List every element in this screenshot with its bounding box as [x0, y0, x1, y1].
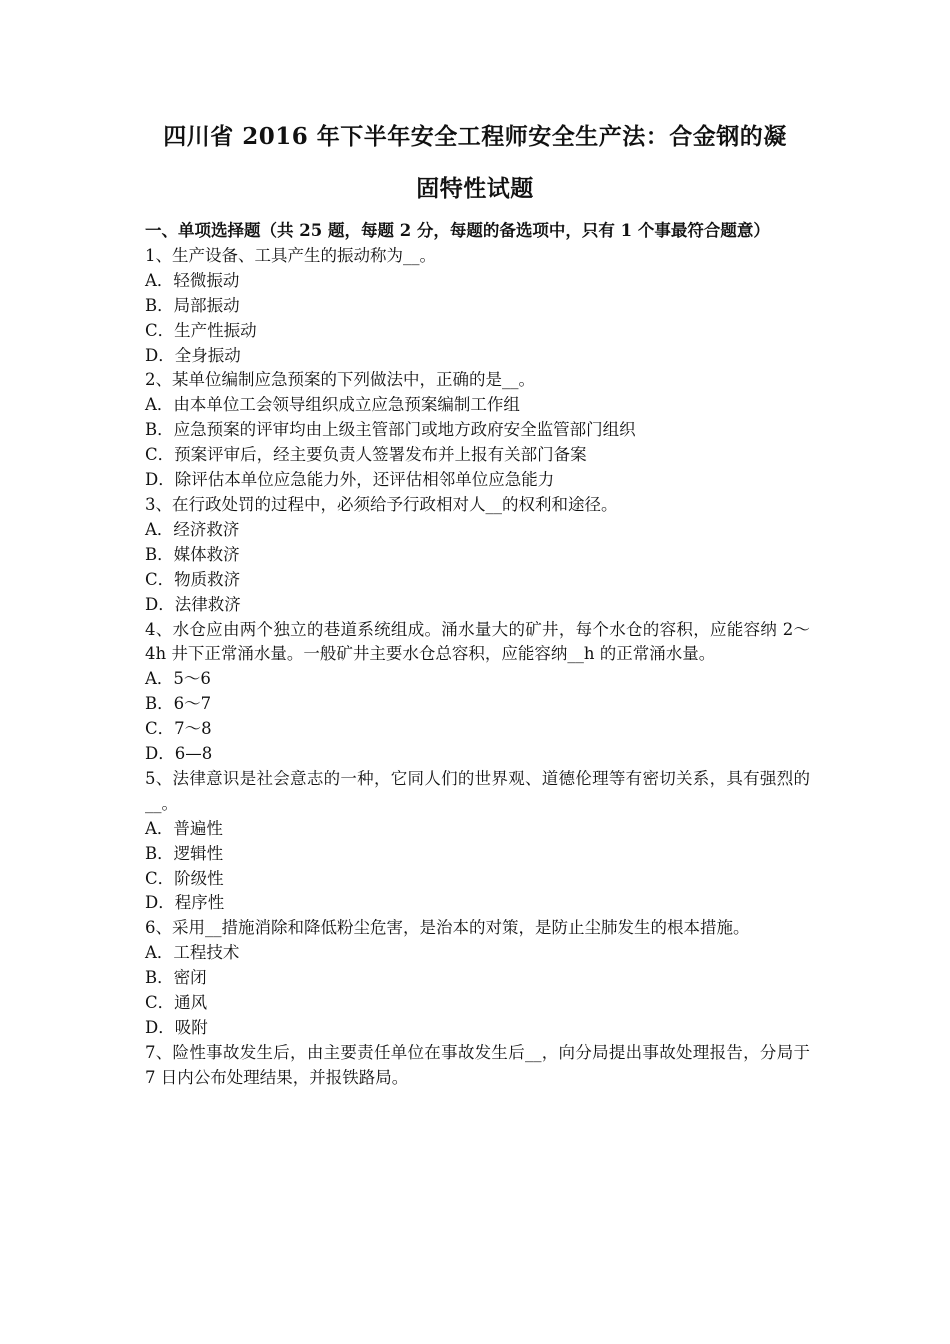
option-a: A．工程技术	[145, 943, 240, 963]
option-d: D．6—8	[145, 744, 213, 764]
option-c: C．预案评审后，经主要负责人签署发布并上报有关部门备案	[145, 445, 587, 465]
option-d: D．全身振动	[145, 345, 241, 365]
question-stem: 4、水仓应由两个独立的巷道系统组成。涌水量大的矿井，每个水仓的容积，应能容纳 2～4h 井下正常涌水量。一般矿井主要水仓总容积，应能容纳__h 的正常涌水量。	[145, 619, 810, 664]
question-1	[145, 244, 810, 369]
option-b: B．局部振动	[145, 295, 240, 315]
option-c: C．7～8	[145, 719, 212, 739]
option-b: B．密闭	[145, 968, 207, 988]
question-stem: 5、法律意识是社会意志的一种，它同人们的世界观、道德伦理等有密切关系，具有强烈的__。	[145, 768, 810, 813]
option-a: A．由本单位工会领导组织成立应急预案编制工作组	[145, 395, 520, 415]
option-a: A．5～6	[145, 669, 211, 689]
question-7	[145, 1041, 810, 1091]
question-stem: 3、在行政处罚的过程中，必须给予行政相对人__的权利和途径。	[145, 494, 618, 514]
option-c: C．物质救济	[145, 569, 241, 589]
option-a: A．普遍性	[145, 818, 223, 838]
option-d: D．吸附	[145, 1018, 208, 1037]
option-a: A．轻微振动	[145, 270, 240, 290]
option-b: B．媒体救济	[145, 544, 240, 564]
section-heading: 一、单项选择题（共 25 题，每题 2 分，每题的备选项中，只有 1 个事最符合题意）	[145, 221, 770, 240]
question-stem: 6、采用__措施消除和降低粉尘危害，是治本的对策，是防止尘肺发生的根本措施。	[145, 918, 750, 938]
option-b: B．逻辑性	[145, 843, 224, 863]
question-4	[145, 618, 810, 767]
option-a: A．经济救济	[145, 519, 240, 539]
document-title-line-2: 固特性试题	[416, 175, 534, 202]
option-d: D．除评估本单位应急能力外，还评估相邻单位应急能力	[145, 470, 555, 490]
option-c: C．通风	[145, 993, 208, 1013]
question-5	[145, 767, 810, 916]
document-title-line-1: 四川省 2016 年下半年安全工程师安全生产法：合金钢的凝	[163, 123, 787, 150]
option-b: B．6～7	[145, 694, 212, 714]
question-stem: 1、生产设备、工具产生的振动称为__。	[145, 245, 436, 265]
question-stem: 2、某单位编制应急预案的下列做法中，正确的是__。	[145, 370, 535, 390]
option-c: C．生产性振动	[145, 320, 257, 340]
question-2	[145, 368, 810, 493]
option-b: B．应急预案的评审均由上级主管部门或地方政府安全监管部门组织	[145, 420, 636, 440]
document-body	[145, 219, 810, 1091]
question-stem: 7、险性事故发生后，由主要责任单位在事故发生后__，向分局提出事故处理报告，分局于 7 日内公布处理结果，并报铁路局。	[145, 1042, 810, 1087]
question-6	[145, 916, 810, 1041]
option-d: D．程序性	[145, 893, 225, 913]
option-d: D．法律救济	[145, 594, 241, 614]
question-3	[145, 493, 810, 618]
option-c: C．阶级性	[145, 868, 224, 888]
